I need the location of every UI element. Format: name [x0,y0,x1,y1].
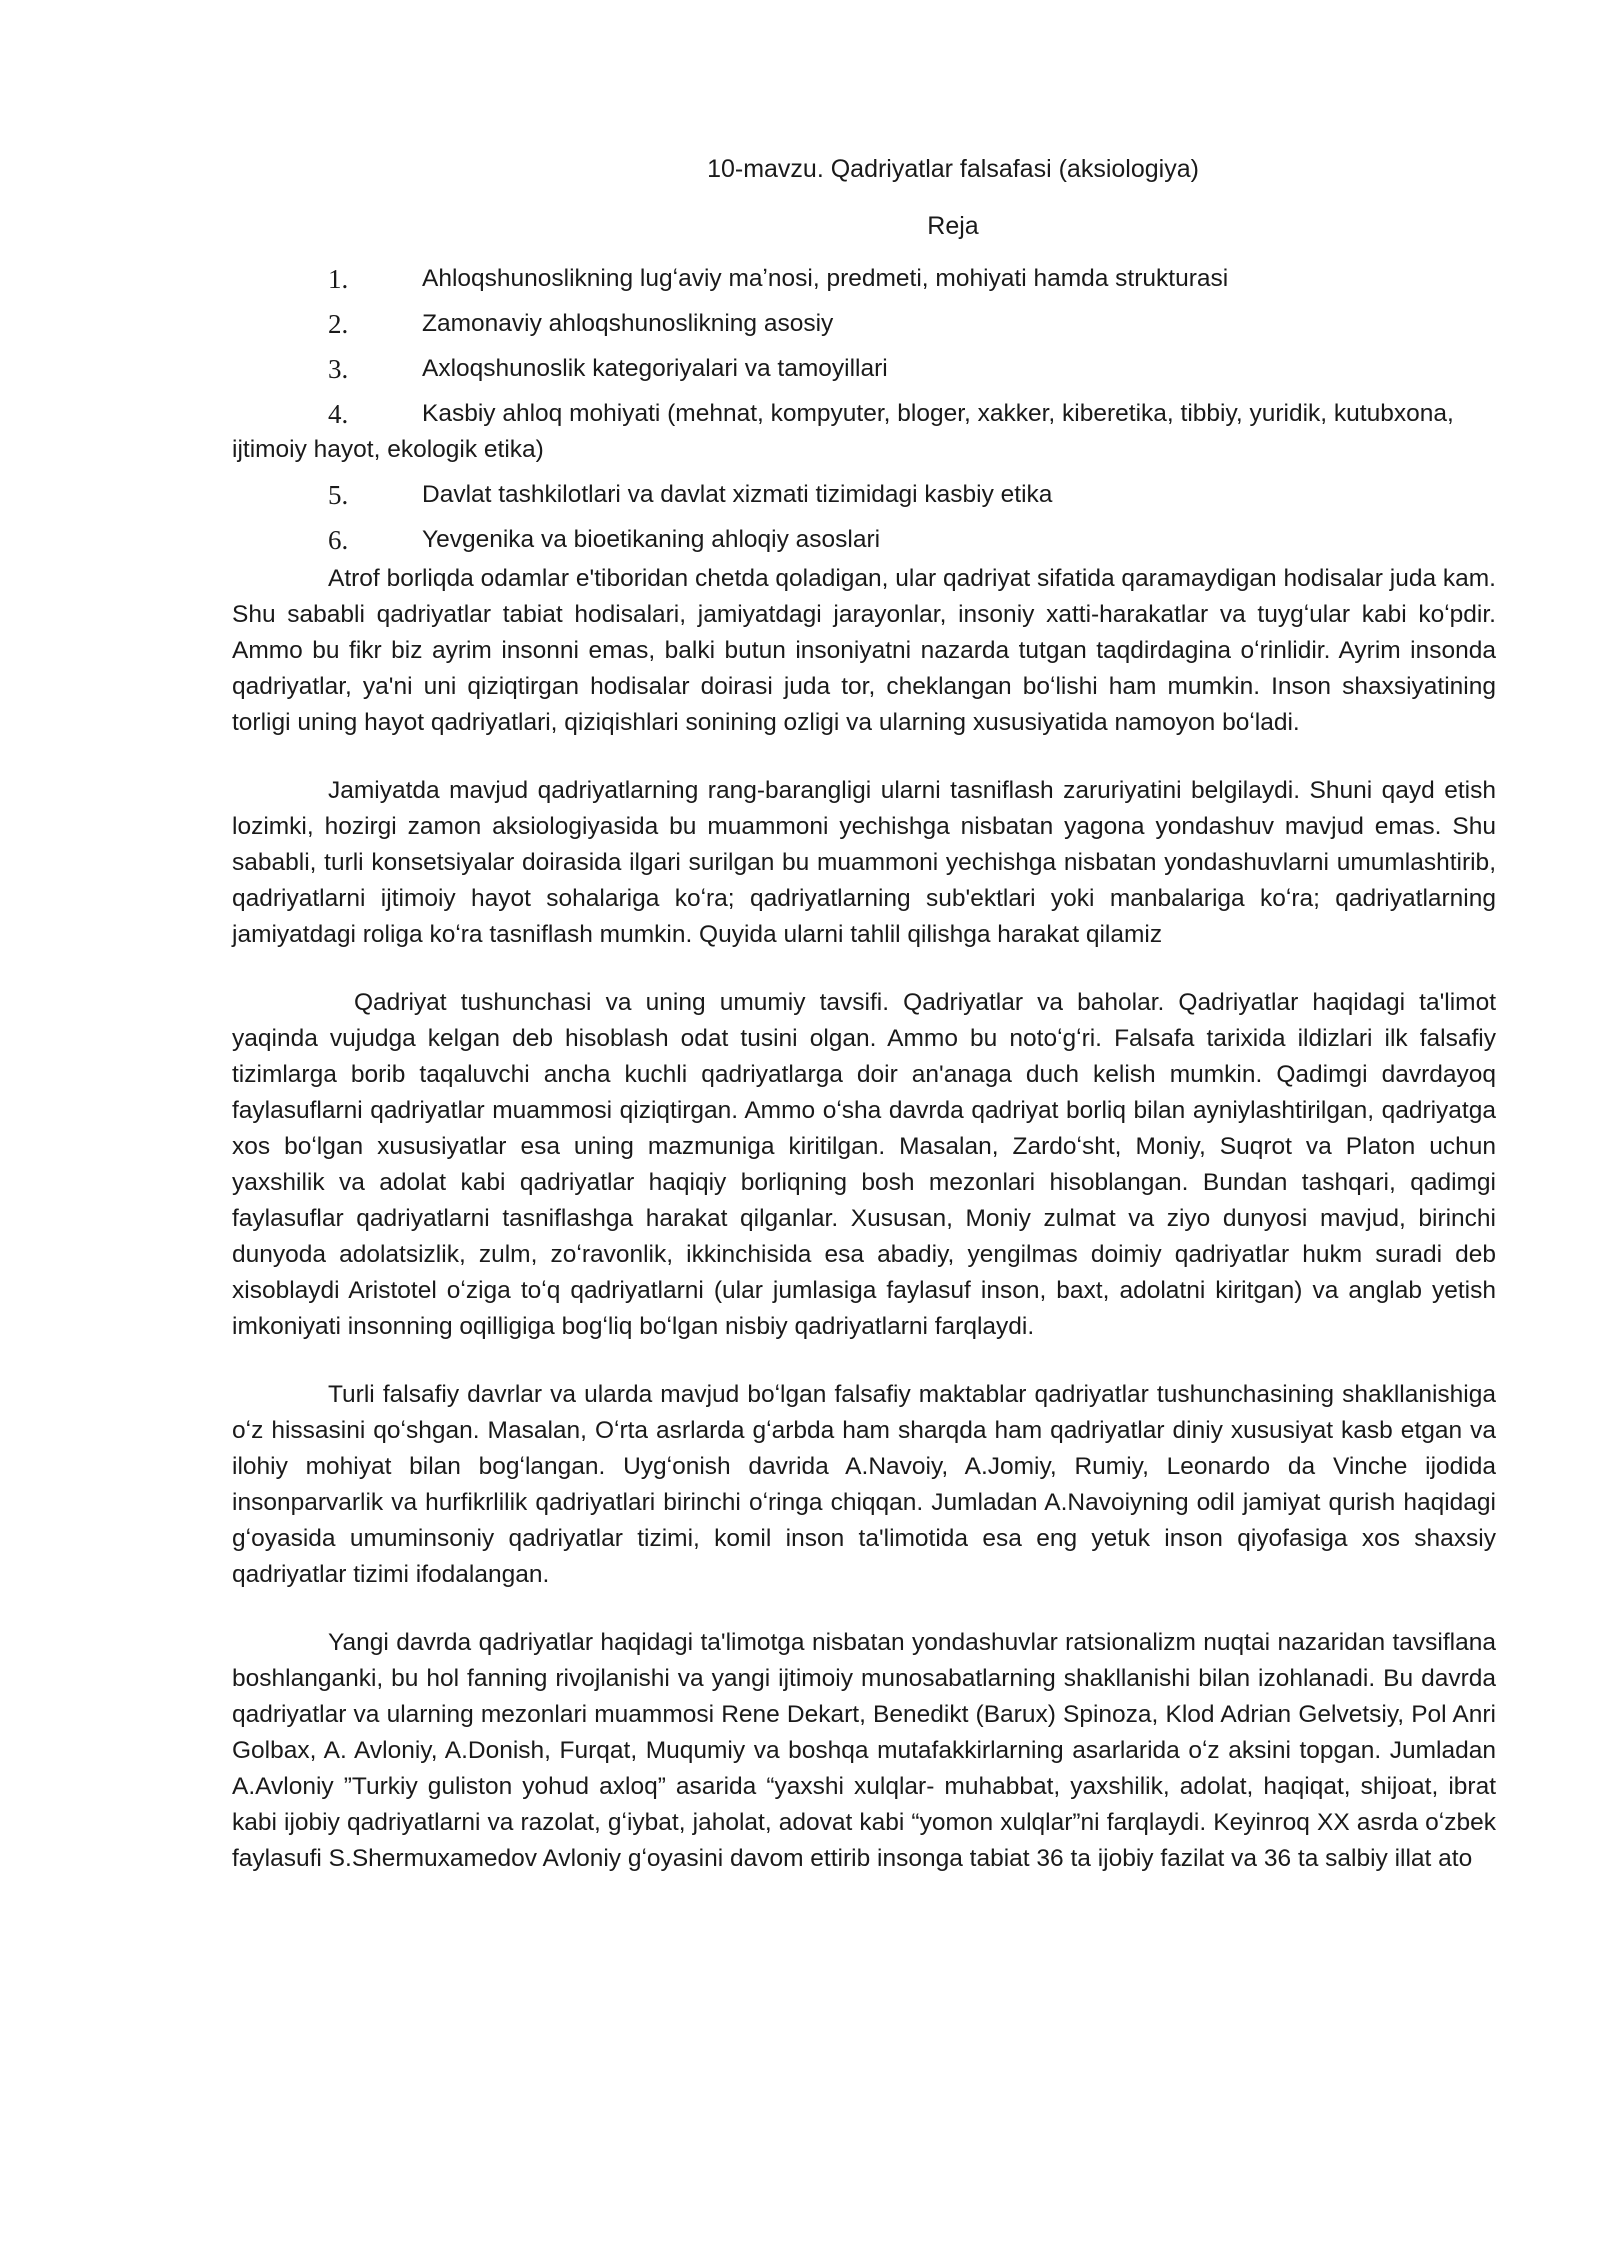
plan-item [232,477,1496,513]
body-paragraph: Yangi davrda qadriyatlar haqidagi ta'limotga nisbatan yondashuvlar ratsionalizm nuqtai nazaridan tavsiflana boshlanganki, bu hol fanning rivojlanishi va yangi ijtimoiy munosabatlarning shakllanishi bilan izohlanadi. Bu davrda qadriyatlar va ularning mezonlari muammosi Rene Dekart, Benedikt (Barux) Spinoza, Klod Adrian Gelvetsiy, Pol Anri Golbax, A. Avloniy, A.Donish, Furqat, Muqumiy va boshqa mutafakkirlarning asarlarida oʻz aksini topgan. Jumladan A.Avloniy ”Turkiy guliston yohud axloq” asarida “yaxshi xulqlar- muhabbat, yaxshilik, adolat, haqiqat, shijoat, ibrat kabi ijobiy qadriyatlarni va razolat, gʻiybat, jaholat, adovat kabi “yomon xulqlar”ni farqlaydi. Keyinroq XX asrda oʻzbek faylasufi S.Shermuxamedov Avloniy gʻoyasini davom ettirib insonga tabiat 36 ta ijobiy fazilat va 36 ta salbiy illat ato [232,1629,1496,1872]
plan-title: Reja [927,212,979,240]
plan-item-number: 1. [328,264,349,294]
plan-list [232,261,1496,558]
plan-item-number: 4. [328,399,349,429]
body-paragraph: Turli falsafiy davrlar va ularda mavjud boʻlgan falsafiy maktablar qadriyatlar tushunchasining shakllanishiga oʻz hissasini qoʻshgan. Masalan, Oʻrta asrlarda gʻarbda ham sharqda ham qadriyatlar diniy xususiyat kasb etgan va ilohiy mohiyat bilan bogʻlangan. Uygʻonish davrida A.Navoiy, A.Jomiy, Rumiy, Leonardo da Vinche ijodida insonparvarlik va hurfikrlilik qadriyatlari birinchi oʻringa chiqqan. Jumladan A.Navoiyning odil jamiyat qurish haqidagi gʻoyasida umuminsoniy qadriyatlar tizimi, komil inson ta'limotida esa eng yetuk inson qiyofasiga xos shaxsiy qadriyatlar tizimi ifodalangan. [232,1381,1496,1588]
plan-item [232,351,1496,387]
document-title: 10-mavzu. Qadriyatlar falsafasi (aksiologiya) [707,155,1199,183]
plan-item [232,306,1496,342]
body-paragraph: Atrof borliqda odamlar e'tiboridan chetda qoladigan, ular qadriyat sifatida qaramaydigan hodisalar juda kam. Shu sababli qadriyatlar tabiat hodisalari, jamiyatdagi jarayonlar, insoniy xatti-harakatlar va tuygʻular kabi koʻpdir. Ammo bu fikr biz ayrim insonni emas, balki butun insoniyatni nazarda tutgan taqdirdagina oʻrinlidir. Ayrim insonda qadriyatlar, ya'ni uni qiziqtirgan hodisalar doirasi juda tor, cheklangan boʻlishi ham mumkin. Inson shaxsiyatining torligi uning hayot qadriyatlari, qiziqishlari sonining ozligi va ularning xususiyatida namoyon boʻladi. [232,565,1496,736]
plan-item-text: Davlat tashkilotlari va davlat xizmati tizimidagi kasbiy etika [422,481,1053,508]
plan-item-text: Zamonaviy ahloqshunoslikning asosiy [422,310,834,337]
plan-item-number: 3. [328,354,349,384]
body-paragraph: Jamiyatda mavjud qadriyatlarning rang-barangligi ularni tasniflash zaruriyatini belgilaydi. Shuni qayd etish lozimki, hozirgi zamon aksiologiyasida bu muammoni yechishga nisbatan yagona yondashuv mavjud emas. Shu sababli, turli konsetsiyalar doirasida ilgari surilgan bu muammoni yechishga nisbatan yondashuvlarni umumlashtirib, qadriyatlarni ijtimoiy hayot sohalariga koʻra; qadriyatlarning sub'ektlari yoki manbalariga koʻra; qadriyatlarning jamiyatdagi roliga koʻra tasniflash mumkin. Quyida ularni tahlil qilishga harakat qilamiz [232,777,1496,948]
plan-item-number: 2. [328,309,349,339]
plan-item-text: Yevgenika va bioetikaning ahloqiy asoslari [422,526,881,553]
plan-item-text: Axloqshunoslik kategoriyalari va tamoyillari [422,355,888,382]
plan-item [232,261,1496,297]
body-paragraph: Qadriyat tushunchasi va uning umumiy tavsifi. Qadriyatlar va baholar. Qadriyatlar haqidagi ta'limot yaqinda vujudga kelgan deb hisoblash odat tusini olgan. Ammo bu notoʻgʻri. Falsafa tarixida ildizlari ilk falsafiy tizimlarga borib taqaluvchi ancha kuchli qadriyatlarga doir an'anaga duch kelish mumkin. Qadimgi davrdayoq faylasuflarni qadriyatlar muammosi qiziqtirgan. Ammo oʻsha davrda qadriyat borliq bilan ayniylashtirilgan, qadriyatga xos boʻlgan xususiyatlar esa uning mazmuniga kiritilgan. Masalan, Zardoʻsht, Moniy, Suqrot va Platon uchun yaxshilik va adolat kabi qadriyatlar haqiqiy borliqning bosh mezonlari hisoblangan. Bundan tashqari, qadimgi faylasuflar qadriyatlarni tasniflashga harakat qilganlar. Xususan, Moniy zulmat va ziyo dunyosi mavjud, birinchi dunyoda adolatsizlik, zulm, zoʻravonlik, ikkinchisida esa abadiy, yengilmas doimiy qadriyatlar hukm suradi deb xisoblaydi Aristotel oʻziga toʻq qadriyatlarni (ular jumlasiga faylasuf inson, baxt, adolatni kiritgan) va anglab yetish imkoniyati insonning oqilligiga bogʻliq boʻlgan nisbiy qadriyatlarni farqlaydi. [232,989,1496,1340]
plan-item-number: 5. [328,480,349,510]
plan-item-text: Kasbiy ahloq mohiyati (mehnat, kompyuter, bloger, xakker, kiberetika, tibbiy, yuridik, kutubxona, ijtimoiy hayot, ekologik etika) [232,400,1454,463]
plan-item-text: Ahloqshunoslikning lugʻaviy maʼnosi, predmeti, mohiyati hamda strukturasi [422,265,1229,292]
document-page [232,152,1496,1877]
plan-item [232,396,1496,468]
plan-item-number: 6. [328,525,349,555]
plan-item [232,522,1496,558]
